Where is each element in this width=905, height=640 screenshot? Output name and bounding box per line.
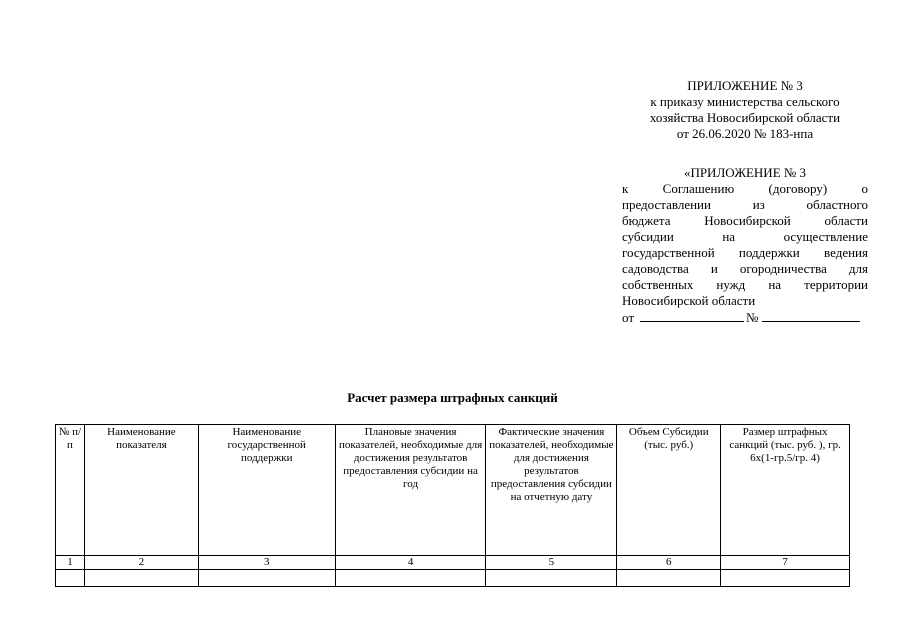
column-number-cell: 5 <box>486 556 617 570</box>
appendix-date-line: от 26.06.2020 № 183-нпа <box>676 126 814 141</box>
column-number-cell: 1 <box>56 556 85 570</box>
empty-cell <box>617 570 721 587</box>
signature-line <box>622 309 868 327</box>
date-blank <box>640 309 744 322</box>
appendix-title: ПРИЛОЖЕНИЕ № 3 <box>687 78 803 93</box>
date-prefix: от <box>622 310 635 325</box>
appendix-order-line: к приказу министерства сельского <box>650 94 840 109</box>
empty-cell <box>84 570 198 587</box>
number-blank <box>762 309 860 322</box>
empty-cell <box>721 570 850 587</box>
header-cell: Объем Субсидии (тыс. руб.) <box>617 425 721 556</box>
number-prefix: № <box>746 310 759 325</box>
agreement-line: Новосибирской области <box>622 293 756 308</box>
empty-cell <box>198 570 335 587</box>
appendix-header <box>622 78 868 142</box>
column-number-cell: 4 <box>335 556 486 570</box>
agreement-line: садоводства и огородничества для <box>622 261 868 276</box>
column-number-cell: 2 <box>84 556 198 570</box>
header-cell: Наименование государственной поддержки <box>198 425 335 556</box>
document-title: Расчет размера штрафных санкций <box>347 390 558 405</box>
column-number-cell: 6 <box>617 556 721 570</box>
agreement-block <box>622 181 868 327</box>
header-cell: Фактические значения показателей, необходимые для достижения результатов предоставления субсидии на отчетную дату <box>486 425 617 556</box>
table-row <box>56 570 850 587</box>
empty-cell <box>486 570 617 587</box>
header-cell: Размер штрафных санкций (тыс. руб. ), гр. 6х(1-гр.5/гр. 4) <box>721 425 850 556</box>
sanctions-table <box>55 424 850 587</box>
header-row <box>56 425 850 556</box>
header-cell: Наименование показателя <box>84 425 198 556</box>
column-number-cell: 7 <box>721 556 850 570</box>
header-cell: № п/п <box>56 425 85 556</box>
empty-cell <box>335 570 486 587</box>
header-cell: Плановые значения показателей, необходимые для достижения результатов предоставления субсидии на год <box>335 425 486 556</box>
agreement-line: субсидии на осуществление <box>622 229 868 244</box>
agreement-line: к Соглашению (договору) о <box>622 181 868 196</box>
column-number-cell: 3 <box>198 556 335 570</box>
appendix-ministry-line: хозяйства Новосибирской области <box>649 110 841 125</box>
agreement-line: собственных нужд на территории <box>622 277 868 292</box>
agreement-line: предоставлении из областного <box>622 197 868 212</box>
agreement-line: бюджета Новосибирской области <box>622 213 868 228</box>
column-number-row <box>56 556 850 570</box>
agreement-appendix-title: «ПРИЛОЖЕНИЕ № 3 <box>683 165 807 180</box>
agreement-line: государственной поддержки ведения <box>622 245 868 260</box>
empty-cell <box>56 570 85 587</box>
